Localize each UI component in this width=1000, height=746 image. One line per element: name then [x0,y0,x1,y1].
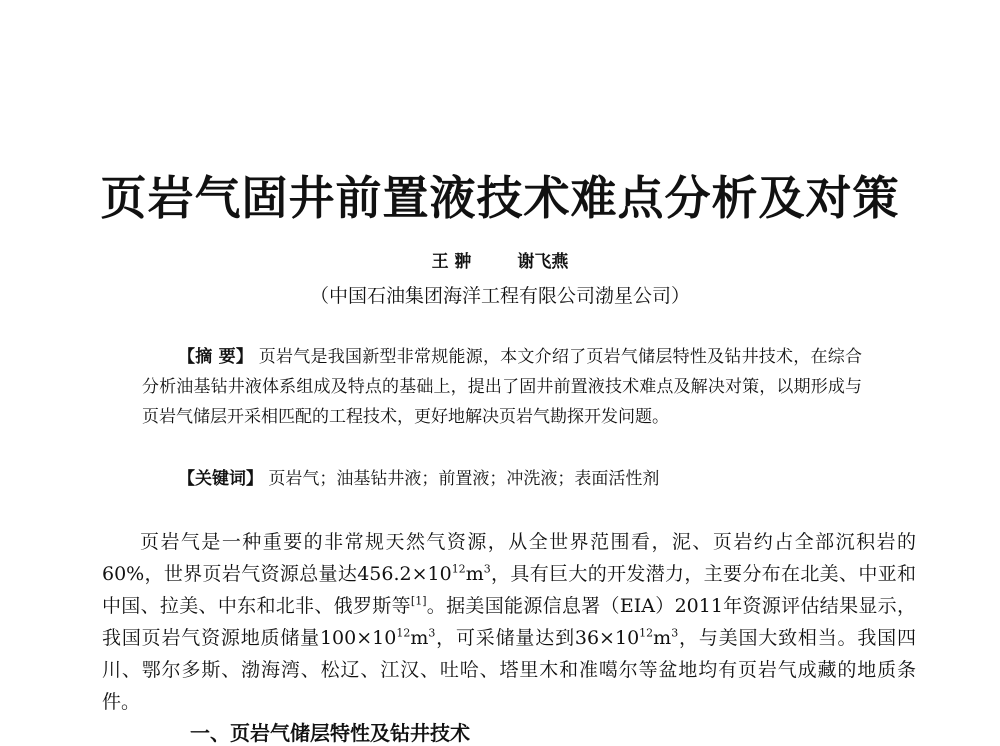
body-text-part: ，可采储量达到36×10 [435,627,640,649]
body-text-part: ，与美国大致相当。我国四川、鄂尔多斯、渤海湾、松辽、江汉、吐哈、塔里木和准噶尔等盆地均有页岩气成藏的地质条件。 [102,627,916,713]
body-text-part: 页岩气是一种重要的非常规天然气资源，从全世界范围看，泥、页岩约占全部沉积岩的60%，世界页岩气资源总量达456.2×10 [102,531,916,585]
author-2: 谢飞燕 [517,252,569,272]
keywords-text: 页岩气；油基钻井液；前置液；冲洗液；表面活性剂 [268,469,660,489]
body-text-part: ，具有巨大的开发潜力，主要分布在北美、中亚和中国、拉美、中东和北非、俄罗斯等 [102,563,916,617]
superscript: 12 [396,626,411,640]
citation-ref: [1] [410,594,427,608]
abstract-label: 【摘 要】 [178,347,254,367]
unit: m [465,563,484,585]
superscript: 3 [428,626,436,640]
superscript: 3 [671,626,679,640]
superscript: 12 [639,626,654,640]
abstract [142,342,862,432]
abstract-text: 页岩气是我国新型非常规能源，本文介绍了页岩气储层特性及钻井技术，在综合分析油基钻井液体系组成及特点的基础上，提出了固井前置液技术难点及解决对策，以期形成与页岩气储层开采相匹配的工程技术，更好地解决页岩气勘探开发问题。 [142,347,863,427]
body-text-part: 。据美国能源信息署（EIA）2011年资源评估结果显示，我国页岩气资源地质储量100×10 [102,595,916,649]
superscript: 12 [451,562,466,576]
section-heading: 一、页岩气储层特性及钻井技术 [190,721,470,745]
keywords [178,464,878,494]
superscript: 3 [483,562,491,576]
keywords-label: 【关键词】 [178,469,263,489]
author-1: 王 翀 [431,252,472,272]
unit: m [653,627,672,649]
affiliation: （中国石油集团海洋工程有限公司渤星公司） [309,285,690,307]
body-paragraph [102,526,916,718]
paper-title: 页岩气固井前置液技术难点分析及对策 [100,171,900,225]
unit: m [410,627,429,649]
authors [0,251,1000,273]
